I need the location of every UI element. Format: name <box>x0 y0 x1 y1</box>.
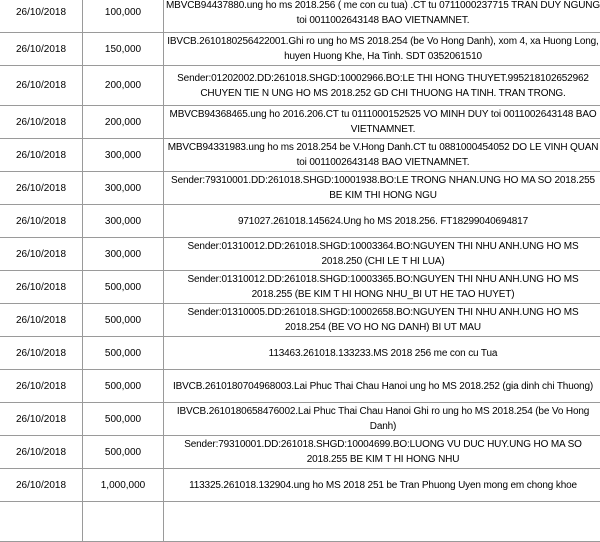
date-cell: 26/10/2018 <box>0 33 83 66</box>
date-cell: 26/10/2018 <box>0 139 83 172</box>
table-row <box>0 502 600 542</box>
amount-cell: 1,000,000 <box>83 469 164 502</box>
date-cell: 26/10/2018 <box>0 205 83 238</box>
amount-cell: 300,000 <box>83 205 164 238</box>
description-cell: Sender:01310005.DD:261018.SHGD:10002658.BO:NGUYEN THI NHU ANH.UNG HO MS 2018.254 (BE VO HO NG DANH) BI UT MAU <box>164 304 600 337</box>
table-row <box>0 172 600 205</box>
amount-cell: 300,000 <box>83 238 164 271</box>
table-row <box>0 106 600 139</box>
table-row <box>0 403 600 436</box>
table-row <box>0 33 600 66</box>
date-cell: 26/10/2018 <box>0 271 83 304</box>
table-row <box>0 271 600 304</box>
date-cell: 26/10/2018 <box>0 469 83 502</box>
amount-cell: 200,000 <box>83 106 164 139</box>
description-cell: MBVCB94437880.ung ho ms 2018.256 ( me con cu tua) .CT tu 0711000237715 TRAN DUY NGUNG toi 0011002643148 BAO VIETNAMNET. <box>164 0 600 33</box>
date-cell <box>0 502 83 542</box>
amount-cell: 100,000 <box>83 0 164 33</box>
date-cell: 26/10/2018 <box>0 403 83 436</box>
date-cell: 26/10/2018 <box>0 436 83 469</box>
table-row <box>0 337 600 370</box>
description-cell: MBVCB94368465.ung ho 2016.206.CT tu 0111000152525 VO MINH DUY toi 0011002643148 BAO VIETNAMNET. <box>164 106 600 139</box>
amount-cell: 500,000 <box>83 403 164 436</box>
description-cell: IBVCB.2610180256422001.Ghi ro ung ho MS 2018.254 (be Vo Hong Danh), xom 4, xa Huong Long, huyen Huong Khe, Ha Tinh. SDT 0352061510 <box>164 33 600 66</box>
amount-cell: 500,000 <box>83 271 164 304</box>
description-cell <box>164 502 600 542</box>
date-cell: 26/10/2018 <box>0 0 83 33</box>
amount-cell: 200,000 <box>83 66 164 106</box>
date-cell: 26/10/2018 <box>0 238 83 271</box>
table-row <box>0 304 600 337</box>
amount-cell: 500,000 <box>83 370 164 403</box>
description-cell: 971027.261018.145624.Ung ho MS 2018.256. FT18299040694817 <box>164 205 600 238</box>
date-cell: 26/10/2018 <box>0 66 83 106</box>
description-cell: Sender:01310012.DD:261018.SHGD:10003364.BO:NGUYEN THI NHU ANH.UNG HO MS 2018.250 (CHI LE T HI LUA) <box>164 238 600 271</box>
date-cell: 26/10/2018 <box>0 106 83 139</box>
amount-cell: 500,000 <box>83 436 164 469</box>
amount-cell: 150,000 <box>83 33 164 66</box>
table-row <box>0 469 600 502</box>
amount-cell: 300,000 <box>83 172 164 205</box>
description-cell: Sender:79310001.DD:261018.SHGD:10004699.BO:LUONG VU DUC HUY.UNG HO MA SO 2018.255 BE KIM T HI HONG NHU <box>164 436 600 469</box>
table-row <box>0 205 600 238</box>
table-row <box>0 238 600 271</box>
table-row <box>0 436 600 469</box>
amount-cell: 300,000 <box>83 139 164 172</box>
date-cell: 26/10/2018 <box>0 337 83 370</box>
description-cell: IBVCB.2610180658476002.Lai Phuc Thai Chau Hanoi Ghi ro ung ho MS 2018.254 (be Vo Hong Danh) <box>164 403 600 436</box>
description-cell: Sender:01310012.DD:261018.SHGD:10003365.BO:NGUYEN THI NHU ANH.UNG HO MS 2018.255 (BE KIM T HI HONG NHU_BI UT HE TAO HUYET) <box>164 271 600 304</box>
description-cell: 113463.261018.133233.MS 2018 256 me con cu Tua <box>164 337 600 370</box>
amount-cell <box>83 502 164 542</box>
date-cell: 26/10/2018 <box>0 370 83 403</box>
description-cell: 113325.261018.132904.ung ho MS 2018 251 be Tran Phuong Uyen mong em chong khoe <box>164 469 600 502</box>
table-row <box>0 66 600 106</box>
description-cell: Sender:79310001.DD:261018.SHGD:10001938.BO:LE TRONG NHAN.UNG HO MA SO 2018.255 BE KIM THI HONG NGU <box>164 172 600 205</box>
date-cell: 26/10/2018 <box>0 172 83 205</box>
description-cell: IBVCB.2610180704968003.Lai Phuc Thai Chau Hanoi ung ho MS 2018.252 (gia dinh chi Thuong) <box>164 370 600 403</box>
description-cell: MBVCB94331983.ung ho ms 2018.254 be V.Hong Danh.CT tu 0881000454052 DO LE VINH QUAN toi 0011002643148 BAO VIETNAMNET. <box>164 139 600 172</box>
amount-cell: 500,000 <box>83 304 164 337</box>
table-row <box>0 139 600 172</box>
table-row <box>0 0 600 33</box>
table-row <box>0 370 600 403</box>
description-cell: Sender:01202002.DD:261018.SHGD:10002966.BO:LE THI HONG THUYET.995218102652962 CHUYEN TIE N UNG HO MS 2018.252 GD CHI THUONG HA TINH. TRAN TRONG. <box>164 66 600 106</box>
amount-cell: 500,000 <box>83 337 164 370</box>
date-cell: 26/10/2018 <box>0 304 83 337</box>
